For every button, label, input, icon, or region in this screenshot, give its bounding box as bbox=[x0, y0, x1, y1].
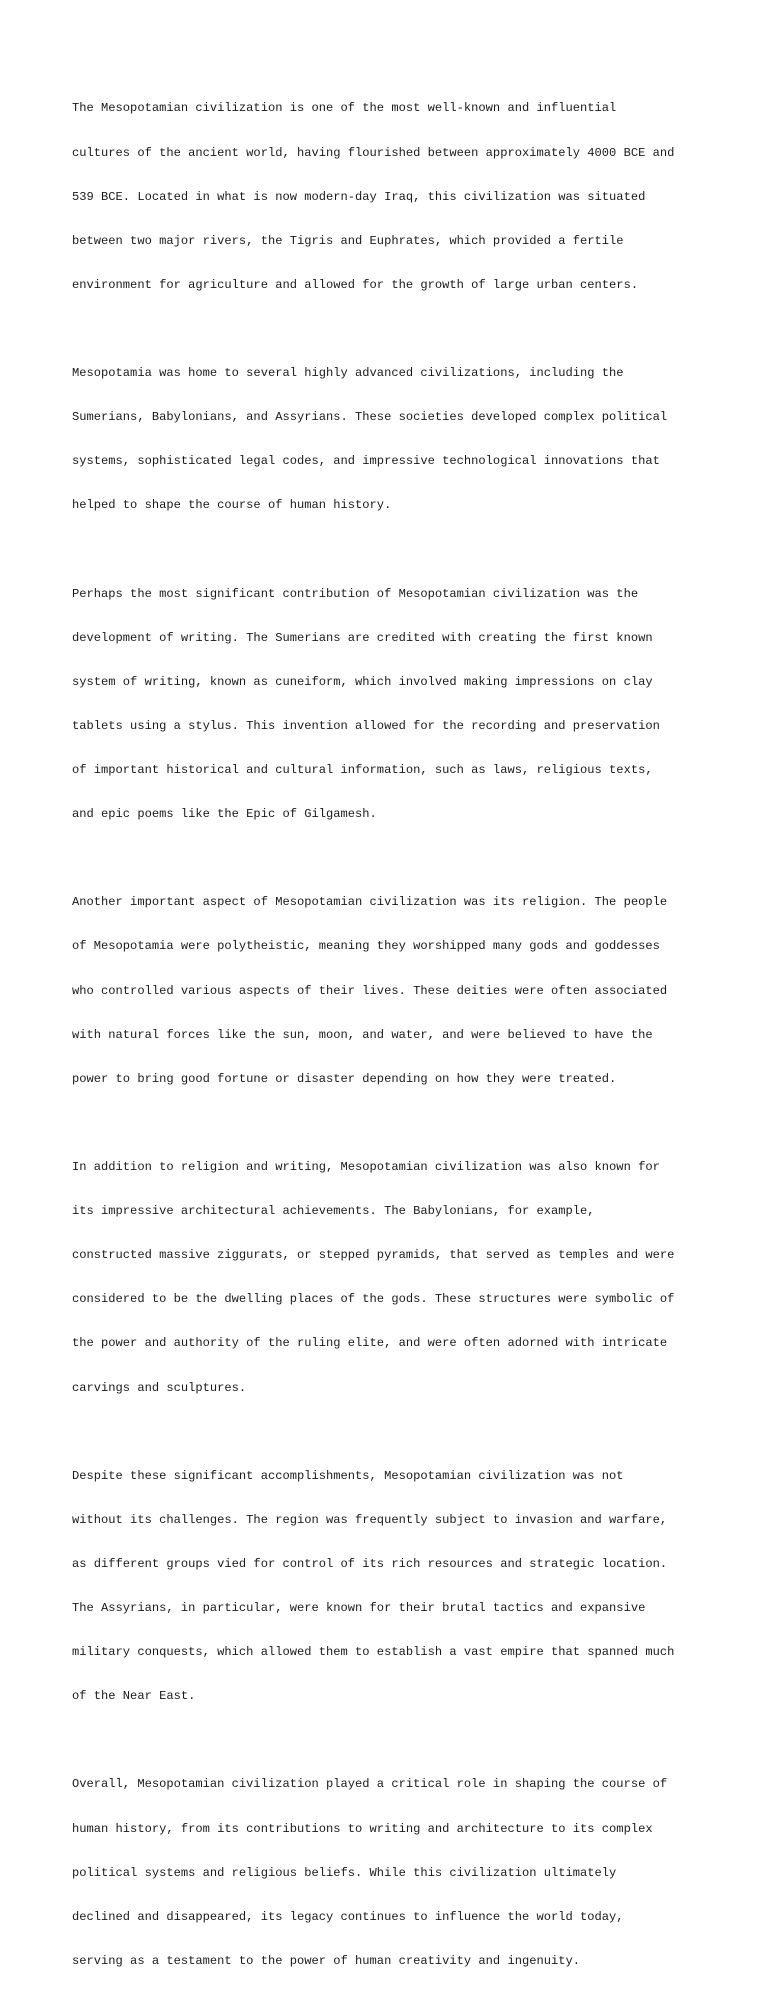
text-line: 539 BCE. Located in what is now modern-day Iraq, this civilization was situated bbox=[72, 189, 646, 204]
text-line: cultures of the ancient world, having flourished between approximately 4000 BCE and bbox=[72, 145, 675, 160]
text-line: who controlled various aspects of their lives. These deities were often associated bbox=[72, 983, 668, 998]
text-line: In addition to religion and writing, Mesopotamian civilization was also known for bbox=[72, 1159, 660, 1174]
text-line: systems, sophisticated legal codes, and impressive technological innovations that bbox=[72, 454, 660, 469]
text-line: military conquests, which allowed them to establish a vast empire that spanned much bbox=[72, 1645, 675, 1660]
text-line: The Mesopotamian civilization is one of the most well-known and influential bbox=[72, 101, 617, 116]
text-line: its impressive architectural achievements. The Babylonians, for example, bbox=[72, 1204, 595, 1219]
text-line: The Assyrians, in particular, were known for their brutal tactics and expansive bbox=[72, 1601, 646, 1616]
text-line: human history, from its contributions to writing and architecture to its complex bbox=[72, 1821, 653, 1836]
text-line: carvings and sculptures. bbox=[72, 1380, 247, 1395]
text-line: and epic poems like the Epic of Gilgamesh. bbox=[72, 807, 377, 822]
text-line: Overall, Mesopotamian civilization played a critical role in shaping the course of bbox=[72, 1777, 668, 1792]
text-line: of important historical and cultural information, such as laws, religious texts, bbox=[72, 763, 653, 778]
text-line: tablets using a stylus. This invention allowed for the recording and preservation bbox=[72, 718, 660, 733]
paragraph-7 bbox=[72, 1748, 712, 1998]
paragraph-4 bbox=[72, 866, 712, 1116]
paragraph-3 bbox=[72, 557, 712, 851]
text-line: power to bring good fortune or disaster depending on how they were treated. bbox=[72, 1071, 617, 1086]
paragraph-5 bbox=[72, 1131, 712, 1425]
text-line: Sumerians, Babylonians, and Assyrians. These societies developed complex political bbox=[72, 410, 668, 425]
text-line: system of writing, known as cuneiform, which involved making impressions on clay bbox=[72, 674, 653, 689]
text-line: considered to be the dwelling places of the gods. These structures were symbolic of bbox=[72, 1292, 675, 1307]
text-line: with natural forces like the sun, moon, and water, and were believed to have the bbox=[72, 1027, 653, 1042]
text-line: between two major rivers, the Tigris and Euphrates, which provided a fertile bbox=[72, 233, 624, 248]
text-line: of Mesopotamia were polytheistic, meaning they worshipped many gods and goddesses bbox=[72, 939, 660, 954]
text-line: environment for agriculture and allowed for the growth of large urban centers. bbox=[72, 277, 639, 292]
text-line: development of writing. The Sumerians are credited with creating the first known bbox=[72, 630, 653, 645]
text-line: serving as a testament to the power of human creativity and ingenuity. bbox=[72, 1953, 581, 1968]
text-line: political systems and religious beliefs. While this civilization ultimately bbox=[72, 1865, 617, 1880]
text-line: declined and disappeared, its legacy continues to influence the world today, bbox=[72, 1909, 624, 1924]
text-line: Mesopotamia was home to several highly advanced civilizations, including the bbox=[72, 366, 624, 381]
text-line: helped to shape the course of human history. bbox=[72, 498, 392, 513]
text-line: constructed massive ziggurats, or stepped pyramids, that served as temples and were bbox=[72, 1248, 675, 1263]
paragraph-1 bbox=[72, 72, 712, 322]
text-line: as different groups vied for control of its rich resources and strategic location. bbox=[72, 1556, 668, 1571]
text-line: Another important aspect of Mesopotamian civilization was its religion. The people bbox=[72, 895, 668, 910]
text-line: without its challenges. The region was frequently subject to invasion and warfare, bbox=[72, 1512, 668, 1527]
text-line: of the Near East. bbox=[72, 1689, 196, 1704]
paragraph-6 bbox=[72, 1439, 712, 1733]
paragraph-2 bbox=[72, 337, 712, 543]
text-line: Perhaps the most significant contribution of Mesopotamian civilization was the bbox=[72, 586, 639, 601]
text-line: the power and authority of the ruling elite, and were often adorned with intricate bbox=[72, 1336, 668, 1351]
document-page bbox=[72, 72, 712, 2013]
text-line: Despite these significant accomplishments, Mesopotamian civilization was not bbox=[72, 1468, 624, 1483]
